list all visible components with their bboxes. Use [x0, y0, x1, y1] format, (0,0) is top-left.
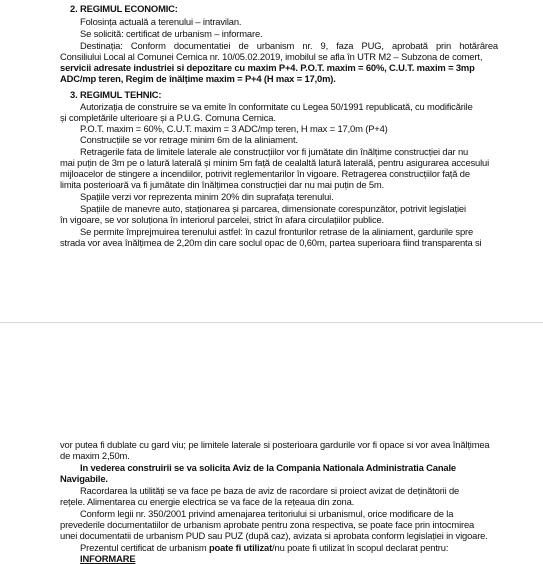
text-line: Destinația: Conform documentatiei de urbanism nr. 9, faza PUG, aprobată prin hotărârea: [80, 40, 498, 51]
text-line: mijloacelor de stingere a incendiilor, potrivit reglementarilor în vigoare. Retragerea construcțiilor față de: [60, 168, 470, 179]
text-line: de maxim 2,50m.: [60, 450, 130, 461]
text-line: P.O.T. maxim = 60%, C.U.T. maxim = 3 ADC/mp teren, H max = 17,0m (P+4): [80, 123, 388, 134]
usage-selected-option: poate fi utilizat: [208, 542, 273, 553]
text-line: Navigabile.: [60, 473, 108, 484]
text-line: Se solicită: certificat de urbanism – informare.: [80, 28, 263, 39]
text-line: limita posterioară va fi jumătate din înălțimea construcției dar nu mai puțin de 5m.: [60, 179, 385, 190]
text-line: Spațiile verzi vor reprezenta minim 20% din suprafața terenului.: [80, 191, 334, 202]
text-line: In vederea construirii se va solicita Aviz de la Compania Nationala Administratia Canale: [80, 462, 456, 473]
text-line: servicii adresate industriei si depozitare cu maxim P+4. P.O.T. maxim = 60%, C.U.T. maxim = 3mp: [60, 62, 475, 73]
text-line: Folosința actuală a terenului – intravilan.: [80, 16, 242, 27]
declared-purpose: INFORMARE: [80, 553, 136, 564]
text-line: vor putea fi dublate cu gard viu; pe limitele laterale si posterioara gardurile vor fi opace si vor avea înălțimea: [60, 439, 490, 450]
text-line: Autorizația de construire se va emite în conformitate cu Legea 50/1991 republicată, cu modificările: [80, 101, 473, 112]
text-line: Racordarea la utilități se va face pe baza de aviz de racordare si proiect avizat de deținătorii de: [80, 485, 460, 496]
text-line: strada vor avea înălțimea de 2,20m din care soclul opac de 0,60m, partea superioara fiind transparenta si: [60, 237, 482, 248]
text-line: unei documentatii de urbanism PUD sau PUZ (după caz), avizata si aprobata conform legislației in vigoare.: [60, 530, 488, 541]
text-line: Construcțiile se vor retrage minim 6m de la aliniament.: [80, 134, 298, 145]
section-heading-technical: 3. REGIMUL TEHNIC:: [70, 89, 162, 100]
certificate-usage-line: [80, 542, 448, 553]
text-line: Se permite împrejmuirea terenului astfel: în cazul fronturilor retrase de la aliniament, gardurile spre: [80, 226, 474, 237]
text-line: Retragerile fata de limitele laterale ale construcțiilor vor fi jumătate din înălțime construcției dar nu: [80, 146, 469, 157]
section-heading-economic: 2. REGIMUL ECONOMIC:: [70, 3, 178, 14]
text-line: mai puțin de 3m pe o latură laterală și minim 5m față de cealaltă latură laterală, pentru asigurarea accesului: [60, 157, 490, 168]
text-line: Spațiile de manevre auto, staționarea și parcarea, dimensionate corespunzător, potrivit legislației: [80, 203, 466, 214]
text-line: Conform legii nr. 350/2001 privind amenajarea teritoriului si urbanismul, orice modificare de la: [80, 508, 454, 519]
text-line: prevederile documentatiilor de urbanism aprobate pentru zona respectiva, se poate face prin intocmirea: [60, 519, 475, 530]
usage-prefix: Prezentul certificat de urbanism: [80, 542, 209, 553]
page-break-divider: [0, 322, 543, 323]
text-line: ADC/mp teren, Regim de înălțime maxim = P+4 (H max = 17,0m).: [60, 73, 336, 84]
text-line: rețele. Alimentarea cu energie electrica se va face de la rețeaua din zona.: [60, 496, 355, 507]
text-line: Consiliului Local al Comunei Cernica nr. 10/05.02.2019, imobilul se afla în UTR M2 – Subzona de comert,: [60, 51, 483, 62]
text-line: în vigoare, se vor soluționa în interiorul parcelei, strict în afara circulațiilor publice.: [60, 214, 385, 225]
usage-suffix: /nu poate fi utilizat în scopul declarat pentru:: [272, 542, 449, 553]
text-line: și completările ulterioare și a P.U.G. Comuna Cernica.: [60, 112, 276, 123]
